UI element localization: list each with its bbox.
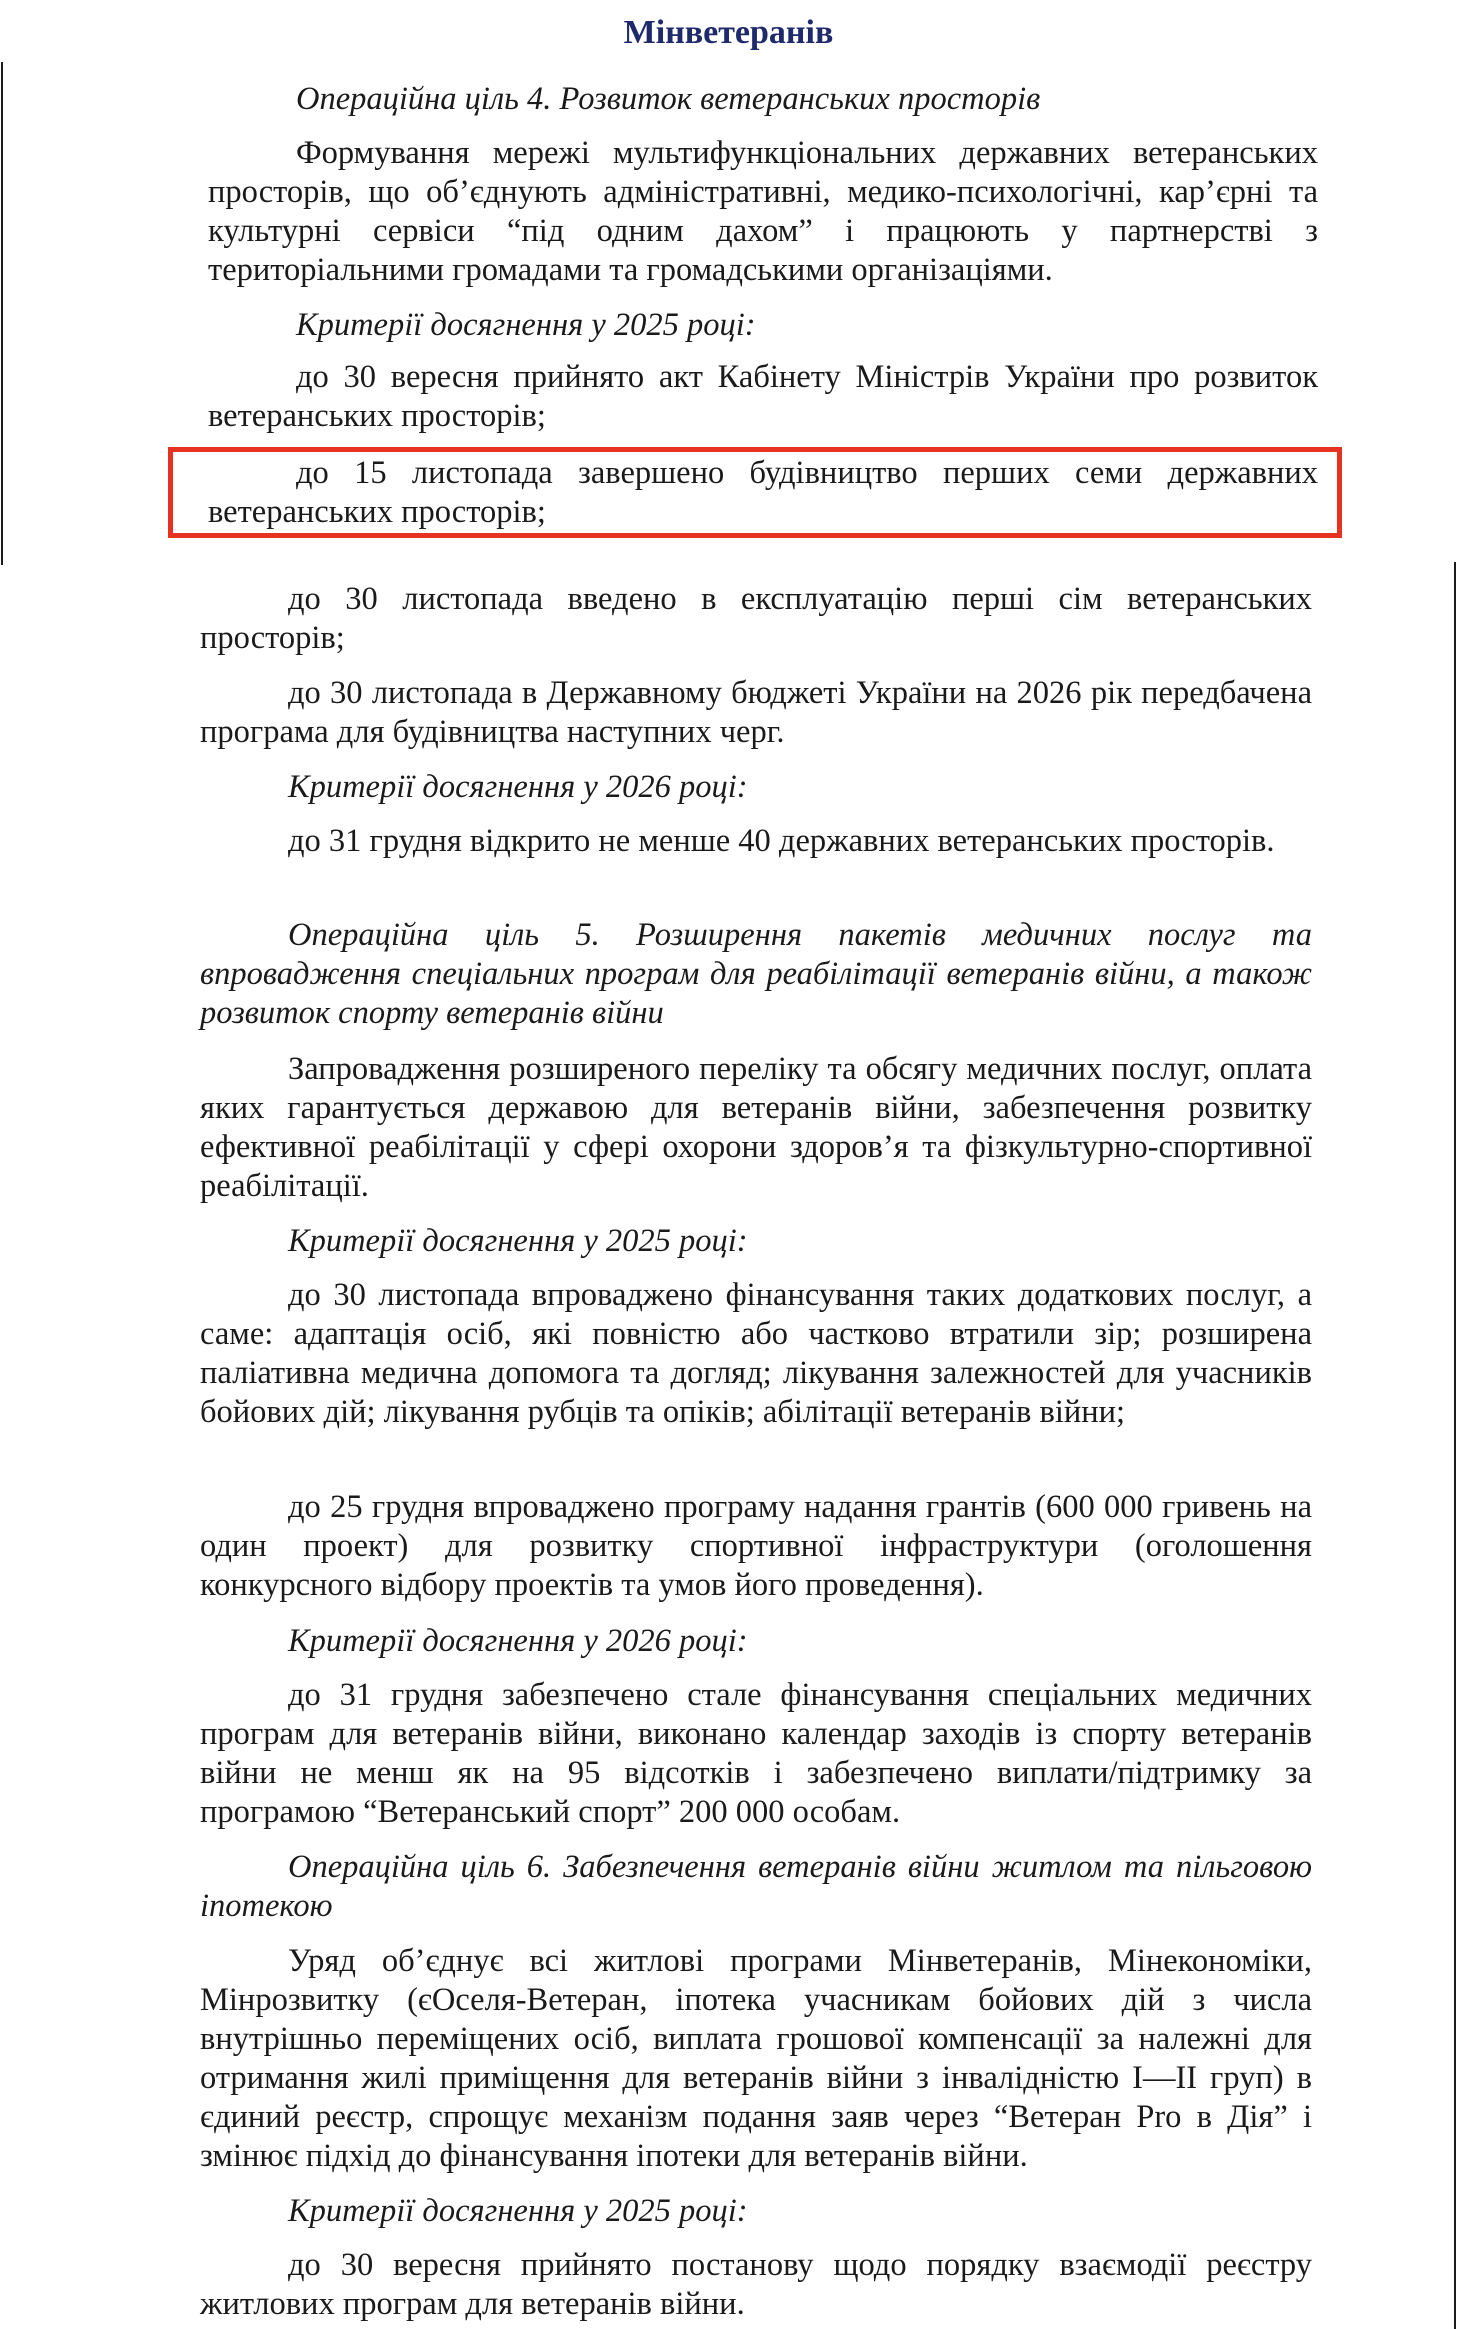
right-margin-line [1454,562,1456,2329]
goal4-heading: Операційна ціль 4. Розвиток ветеранських просторів [296,81,1041,117]
goal4-criteria-2025-heading: Критерії досягнення у 2025 році: [296,307,756,343]
highlight-box [168,447,1342,538]
goal6-heading: Операційна ціль 6. Забезпечення ветеранів війни житлом та пільговою іпотекою [200,1849,1312,1924]
goal5-criteria-2025-item-2: до 25 грудня впроваджено програму надання грантів (600 000 гривень на один проект) для розвитку спортивної інфраструктури (оголошення конкурсного відбору проектів та умов його проведення). [200,1489,1312,1603]
left-margin-line [1,62,3,565]
goal5-criteria-2026-heading: Критерії досягнення у 2026 році: [288,1623,748,1659]
page-title: Мінветеранів [623,14,834,51]
goal4-criteria-2025-item-2: до 15 листопада завершено будівництво перших семи державних ветеранських просторів; [208,455,1318,530]
goal5-criteria-2025-item-1: до 30 листопада впроваджено фінансування таких додаткових послуг, а саме: адаптація осіб, які повністю або частково втратили зір; розширена паліативна медична допомога та догляд; лікування залежностей для учасників бойових дій; лікування рубців та опіків; абілітації ветеранів війни; [200,1277,1312,1430]
goal6-description: Уряд об’єднує всі житлові програми Мінветеранів, Мінекономіки, Мінрозвитку (єОселя-Ветеран, іпотека учасникам бойових дій з числа внутрішньо переміщених осіб, виплата грошової компенсації за належні для отримання жилі приміщення для ветеранів війни з інвалідністю I—II груп) в єдиний реєстр, спрощує механізм подання заяв через “Ветеран Pro в Дія” і змінює підхід до фінансування іпотеки для ветеранів війни. [200,1943,1312,2174]
goal4-criteria-2026-heading: Критерії досягнення у 2026 році: [288,769,748,805]
goal5-criteria-2025-heading: Критерії досягнення у 2025 році: [288,1223,748,1259]
goal4-criteria-2026-item-1: до 31 грудня відкрито не менше 40 державних ветеранських просторів. [288,823,1275,859]
goal4-criteria-2025-item-3: до 30 листопада введено в експлуатацію перші сім ветеранських просторів; [200,581,1312,656]
goal4-criteria-2025-item-4: до 30 листопада в Державному бюджеті України на 2026 рік передбачена програма для будівництва наступних черг. [200,675,1312,750]
goal6-criteria-2025-item-1: до 30 вересня прийнято постанову щодо порядку взаємодії реєстру житлових програм для ветеранів війни. [200,2247,1312,2322]
goal4-description: Формування мережі мультифункціональних державних ветеранських просторів, що об’єднують адміністративні, медико-психологічні, кар’єрні та культурні сервіси “під одним дахом” і працюють у партнерстві з територіальними громадами та громадськими організаціями. [208,135,1318,288]
goal5-heading: Операційна ціль 5. Розширення пакетів медичних послуг та впровадження спеціальних програм для реабілітації ветеранів війни, а також розвиток спорту ветеранів війни [200,917,1312,1031]
goal5-description: Запровадження розширеного переліку та обсягу медичних послуг, оплата яких гарантується державою для ветеранів війни, забезпечення розвитку ефективної реабілітації у сфері охорони здоров’я та фізкультурно-спортивної реабілітації. [200,1051,1312,1204]
goal4-criteria-2025-item-1: до 30 вересня прийнято акт Кабінету Міністрів України про розвиток ветеранських просторів; [208,359,1318,434]
goal6-criteria-2025-heading: Критерії досягнення у 2025 році: [288,2193,748,2229]
goal5-criteria-2026-item-1: до 31 грудня забезпечено стале фінансування спеціальних медичних програм для ветеранів війни, виконано календар заходів із спорту ветеранів війни не менш як на 95 відсотків і забезпечено виплати/підтримку за програмою “Ветеранський спорт” 200 000 особам. [200,1677,1312,1830]
